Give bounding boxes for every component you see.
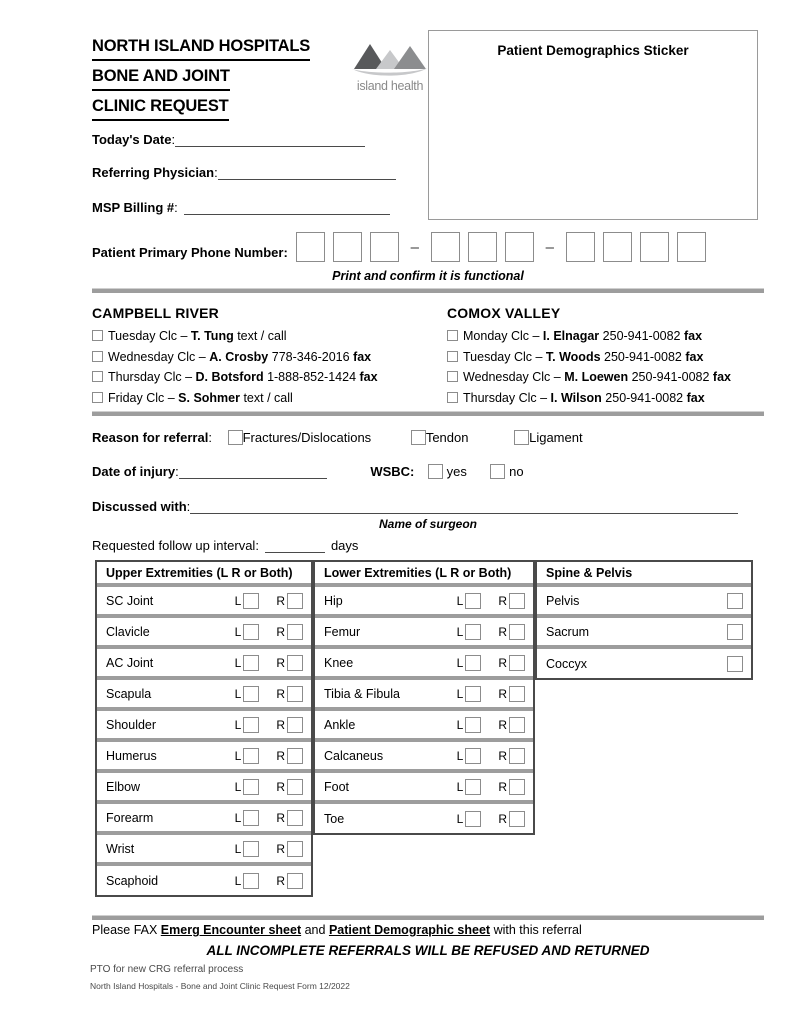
checkbox-left-icon[interactable] [465, 779, 481, 795]
column-header: Lower Extremities (L R or Both) [315, 560, 533, 587]
fax-mid: and [301, 923, 329, 937]
clinic-title: COMOX VALLEY [447, 305, 561, 321]
checkbox-left-icon[interactable] [465, 811, 481, 827]
body-part-label: Foot [324, 779, 350, 794]
clinic-doctor: A. Crosby [209, 349, 269, 364]
form-identifier: North Island Hospitals - Bone and Joint Clinic Request Form 12/2022 [90, 981, 350, 991]
column-header: Upper Extremities (L R or Both) [97, 560, 311, 587]
clinic-contact: 1-888-852-1424 [263, 370, 360, 384]
left-tag: L [456, 686, 464, 701]
clinic-doctor: M. Loewen [564, 370, 629, 384]
left-tag: L [234, 873, 242, 888]
body-part-label: Clavicle [106, 624, 150, 639]
phone-digit-box[interactable] [603, 232, 632, 262]
lr-checkboxes [235, 717, 303, 733]
clinic-day: Tuesday Clc – [108, 329, 191, 343]
lr-checkboxes [235, 593, 303, 609]
right-tag: R [276, 873, 285, 888]
clinic-option-cr-tuesday[interactable] [92, 326, 437, 347]
clinic-option-cv-thursday[interactable] [447, 388, 767, 409]
body-part-label: Scaphoid [106, 873, 159, 888]
divider-rule-bottom [92, 915, 764, 920]
lr-checkboxes [235, 873, 303, 889]
clinic-option-cv-tuesday[interactable] [447, 347, 767, 368]
table-row[interactable] [97, 742, 311, 773]
left-tag: L [456, 748, 464, 763]
checkbox-icon[interactable] [92, 371, 103, 382]
clinic-day: Monday Clc – [463, 329, 543, 343]
colon-4: : [208, 430, 212, 445]
clinic-contact: text / call [239, 390, 293, 405]
patient-phone-row [92, 232, 706, 262]
checkbox-right-icon[interactable] [287, 655, 303, 671]
left-tag: L [234, 655, 242, 670]
clinic-option-cv-monday[interactable] [447, 326, 767, 347]
table-row[interactable] [315, 773, 533, 804]
checkbox-right-icon[interactable] [509, 717, 525, 733]
checkbox-icon[interactable] [92, 330, 103, 341]
reason-option-label: Tendon [425, 430, 469, 445]
checkbox-icon[interactable] [228, 430, 243, 445]
table-row[interactable] [315, 587, 533, 618]
table-row[interactable] [97, 804, 311, 835]
body-part-label: Elbow [106, 779, 141, 794]
phone-digit-box[interactable] [566, 232, 595, 262]
followup-label: Requested follow up interval: [92, 538, 259, 553]
colon-6: : [186, 499, 191, 514]
reason-option-ligament[interactable] [514, 430, 582, 445]
fax-link-demographic: Patient Demographic sheet [328, 923, 491, 937]
body-part-label: Wrist [106, 841, 135, 856]
clinic-day: Tuesday Clc – [463, 349, 546, 364]
body-part-label: Pelvis [546, 593, 580, 608]
body-part-label: Coccyx [546, 656, 587, 671]
checkbox-left-icon[interactable] [465, 655, 481, 671]
checkbox-right-icon[interactable] [509, 624, 525, 640]
table-row[interactable] [315, 804, 533, 835]
sticker-label: Patient Demographics Sticker [497, 43, 689, 58]
single-checkbox [727, 593, 743, 609]
date-of-injury-row [92, 464, 524, 479]
right-tag: R [276, 717, 285, 732]
right-tag: R [276, 748, 285, 763]
checkbox-right-icon[interactable] [287, 686, 303, 702]
right-tag: R [498, 717, 507, 732]
left-tag: L [234, 686, 242, 701]
phone-dash: – [410, 239, 419, 256]
phone-digit-box[interactable] [296, 232, 325, 262]
checkbox-left-icon[interactable] [243, 810, 259, 826]
right-tag: R [498, 748, 507, 763]
table-column-upper-extremities [95, 560, 313, 897]
checkbox-left-icon[interactable] [243, 686, 259, 702]
checkbox-right-icon[interactable] [509, 686, 525, 702]
title-line-1: NORTH ISLAND HOSPITALS [92, 34, 310, 61]
table-row[interactable] [97, 835, 311, 866]
wsbc-option-yes[interactable] [428, 464, 467, 479]
phone-digit-box[interactable] [333, 232, 362, 262]
colon-1: : [171, 132, 176, 147]
todays-date-row [92, 132, 365, 147]
single-checkbox [727, 656, 743, 672]
clinic-day: Thursday Clc – [108, 370, 196, 384]
clinic-contact-type: fax [686, 390, 705, 405]
body-part-label: Toe [324, 811, 345, 826]
discussed-with-label: Discussed with [92, 499, 187, 514]
reason-label: Reason for referral [92, 430, 209, 445]
clinic-day: Thursday Clc – [463, 390, 551, 405]
lr-checkboxes [235, 779, 303, 795]
checkbox-left-icon[interactable] [243, 748, 259, 764]
clinic-day: Wednesday Clc – [108, 349, 210, 364]
body-part-label: Tibia & Fibula [324, 686, 400, 701]
checkbox-left-icon[interactable] [465, 624, 481, 640]
body-part-label: SC Joint [106, 593, 154, 608]
table-row[interactable] [97, 711, 311, 742]
fax-instruction [92, 923, 582, 937]
wsbc-option-no[interactable] [490, 464, 523, 479]
clinic-contact-type: fax [353, 349, 372, 364]
lr-checkboxes [457, 686, 525, 702]
checkbox-right-icon[interactable] [287, 624, 303, 640]
table-row[interactable] [537, 618, 751, 649]
msp-billing-label: MSP Billing # [92, 200, 175, 215]
discussed-with-row [92, 499, 738, 514]
checkbox-right-icon[interactable] [287, 841, 303, 857]
checkbox-left-icon[interactable] [465, 593, 481, 609]
lr-checkboxes [457, 779, 525, 795]
table-row[interactable] [315, 649, 533, 680]
lr-checkboxes [235, 686, 303, 702]
body-part-label: AC Joint [106, 655, 154, 670]
checkbox-left-icon[interactable] [465, 686, 481, 702]
right-tag: R [276, 593, 285, 608]
checkbox-right-icon[interactable] [509, 748, 525, 764]
checkbox-right-icon[interactable] [287, 748, 303, 764]
checkbox-icon[interactable] [447, 371, 458, 382]
colon-5: : [175, 464, 179, 479]
checkbox-right-icon[interactable] [509, 593, 525, 609]
checkbox-icon[interactable] [514, 430, 529, 445]
left-tag: L [456, 717, 464, 732]
clinic-contact: 250-941-0082 [600, 349, 686, 364]
body-part-label: Forearm [106, 810, 154, 825]
msp-billing-input[interactable] [184, 214, 390, 215]
discussed-with-input[interactable] [190, 513, 738, 514]
table-column-spine-pelvis [535, 560, 753, 680]
reason-option-label: Ligament [529, 430, 583, 445]
date-of-injury-input[interactable] [179, 478, 327, 479]
checkbox-right-icon[interactable] [287, 810, 303, 826]
phone-digit-box[interactable] [468, 232, 497, 262]
lr-checkboxes [235, 624, 303, 640]
table-row[interactable] [97, 649, 311, 680]
island-health-logo [347, 36, 433, 93]
lr-checkboxes [457, 748, 525, 764]
pto-note: PTO for new CRG referral process [90, 964, 244, 975]
body-part-label: Shoulder [106, 717, 157, 732]
checkbox-right-icon[interactable] [509, 811, 525, 827]
lr-checkboxes [457, 655, 525, 671]
lr-checkboxes [457, 717, 525, 733]
clinic-option-cv-wednesday[interactable] [447, 367, 767, 388]
checkbox-left-icon[interactable] [243, 873, 259, 889]
body-part-label: Calcaneus [324, 748, 384, 763]
table-row[interactable] [97, 587, 311, 618]
lr-checkboxes [235, 748, 303, 764]
patient-phone-label: Patient Primary Phone Number: [92, 245, 288, 260]
table-row[interactable] [97, 618, 311, 649]
reason-for-referral-row [92, 430, 583, 445]
colon-2: : [214, 165, 218, 180]
clinic-contact: 250-941-0082 [599, 329, 684, 343]
followup-unit: days [330, 538, 359, 553]
left-tag: L [234, 810, 242, 825]
phone-digit-box[interactable] [640, 232, 669, 262]
phone-digit-box[interactable] [370, 232, 399, 262]
checkbox-left-icon[interactable] [243, 779, 259, 795]
left-tag: L [456, 779, 464, 794]
checkbox-icon[interactable] [411, 430, 426, 445]
lr-checkboxes [457, 624, 525, 640]
checkbox-icon[interactable] [727, 656, 743, 672]
phone-digit-box[interactable] [505, 232, 534, 262]
table-row[interactable] [537, 649, 751, 680]
table-row[interactable] [315, 680, 533, 711]
incomplete-referrals-warning: ALL INCOMPLETE REFERRALS WILL BE REFUSED AND RETURNED [206, 943, 650, 958]
divider-rule-top [92, 288, 764, 293]
checkbox-right-icon[interactable] [287, 873, 303, 889]
wsbc-label: WSBC: [370, 464, 415, 479]
clinic-title: CAMPBELL RIVER [92, 305, 219, 321]
referring-physician-label: Referring Physician [92, 165, 215, 180]
checkbox-icon[interactable] [447, 392, 458, 403]
checkbox-right-icon[interactable] [287, 779, 303, 795]
clinic-column-comox-valley [447, 305, 767, 408]
table-row[interactable] [315, 711, 533, 742]
followup-input[interactable] [265, 552, 325, 553]
table-row[interactable] [315, 618, 533, 649]
clinic-contact: text / call [233, 329, 287, 343]
body-part-label: Scapula [106, 686, 152, 701]
clinic-contact: 250-941-0082 [628, 370, 713, 384]
clinic-day: Friday Clc – [108, 390, 179, 405]
logo-wordmark: island health [356, 79, 424, 93]
mountains-icon [350, 36, 430, 78]
title-line-2: BONE AND JOINT [92, 64, 230, 91]
checkbox-icon[interactable] [447, 351, 458, 362]
lr-checkboxes [235, 841, 303, 857]
clinic-contact: 778-346-2016 [268, 349, 354, 364]
checkbox-left-icon[interactable] [243, 717, 259, 733]
wsbc-option-label: yes [446, 464, 467, 479]
clinic-contact: 250-941-0082 [601, 390, 687, 405]
clinic-contact-type: fax [685, 349, 704, 364]
lr-checkboxes [457, 593, 525, 609]
phone-digit-box[interactable] [431, 232, 460, 262]
table-row[interactable] [97, 866, 311, 897]
left-tag: L [234, 624, 242, 639]
reason-option-fractures[interactable] [228, 430, 372, 445]
fax-link-emerg: Emerg Encounter sheet [160, 923, 302, 937]
checkbox-right-icon[interactable] [287, 717, 303, 733]
checkbox-icon[interactable] [727, 593, 743, 609]
clinic-doctor: T. Woods [545, 349, 601, 364]
clinic-doctor: D. Botsford [195, 370, 264, 384]
todays-date-input[interactable] [175, 146, 365, 147]
checkbox-icon[interactable] [447, 330, 458, 341]
left-tag: L [234, 593, 242, 608]
lr-checkboxes [235, 655, 303, 671]
right-tag: R [498, 779, 507, 794]
lr-checkboxes [457, 811, 525, 827]
right-tag: R [276, 686, 285, 701]
clinic-doctor: S. Sohmer [178, 390, 240, 405]
surgeon-note: Name of surgeon [378, 517, 477, 531]
left-tag: L [456, 593, 464, 608]
table-row[interactable] [97, 680, 311, 711]
left-tag: L [234, 717, 242, 732]
right-tag: R [276, 810, 285, 825]
left-tag: L [456, 811, 464, 826]
checkbox-left-icon[interactable] [243, 655, 259, 671]
table-row[interactable] [315, 742, 533, 773]
phone-dash: – [545, 239, 554, 256]
checkbox-right-icon[interactable] [509, 779, 525, 795]
body-part-label: Hip [324, 593, 343, 608]
reason-option-tendon[interactable] [411, 430, 469, 445]
table-row[interactable] [97, 773, 311, 804]
date-of-injury-label: Date of injury [92, 464, 176, 479]
right-tag: R [276, 779, 285, 794]
patient-demographics-sticker-box [428, 30, 758, 220]
right-tag: R [276, 624, 285, 639]
clinic-doctor: I. Wilson [550, 390, 602, 405]
body-part-label: Humerus [106, 748, 157, 763]
msp-billing-row [92, 200, 390, 215]
body-part-label: Femur [324, 624, 361, 639]
todays-date-label: Today's Date [92, 132, 172, 147]
checkbox-left-icon[interactable] [465, 717, 481, 733]
checkbox-icon[interactable] [428, 464, 443, 479]
body-part-label: Ankle [324, 717, 356, 732]
reason-option-label: Fractures/Dislocations [242, 430, 372, 445]
table-row[interactable] [537, 587, 751, 618]
body-part-label: Knee [324, 655, 354, 670]
clinic-contact-type: fax [683, 329, 703, 343]
lr-checkboxes [235, 810, 303, 826]
divider-rule-mid [92, 411, 764, 416]
right-tag: R [276, 841, 285, 856]
left-tag: L [234, 748, 242, 763]
phone-digit-box[interactable] [677, 232, 706, 262]
left-tag: L [234, 779, 242, 794]
form-title [92, 34, 342, 124]
checkbox-right-icon[interactable] [287, 593, 303, 609]
referring-physician-row [92, 165, 396, 180]
checkbox-icon[interactable] [92, 392, 103, 403]
clinic-day: Wednesday Clc – [463, 370, 565, 384]
right-tag: R [498, 624, 507, 639]
body-part-label: Sacrum [546, 624, 590, 639]
left-tag: L [456, 624, 464, 639]
checkbox-left-icon[interactable] [243, 841, 259, 857]
clinic-option-cr-friday[interactable] [92, 388, 437, 409]
title-line-3: CLINIC REQUEST [92, 94, 229, 121]
single-checkbox [727, 624, 743, 640]
fax-pre: Please FAX [92, 923, 161, 937]
left-tag: L [234, 841, 242, 856]
checkbox-left-icon[interactable] [243, 624, 259, 640]
clinic-doctor: T. Tung [190, 329, 234, 343]
clinic-contact-type: fax [712, 370, 731, 384]
followup-interval-row [92, 538, 358, 553]
clinic-contact-type: fax [359, 370, 378, 384]
left-tag: L [456, 655, 464, 670]
phone-note: Print and confirm it is functional [332, 269, 524, 283]
checkbox-icon[interactable] [490, 464, 505, 479]
right-tag: R [276, 655, 285, 670]
clinic-option-cr-thursday[interactable] [92, 367, 437, 388]
clinic-option-cr-wednesday[interactable] [92, 347, 437, 368]
clinic-column-campbell-river [92, 305, 437, 408]
checkbox-icon[interactable] [727, 624, 743, 640]
right-tag: R [498, 811, 507, 826]
right-tag: R [498, 655, 507, 670]
fax-post: with this referral [490, 923, 582, 937]
checkbox-left-icon[interactable] [243, 593, 259, 609]
checkbox-left-icon[interactable] [465, 748, 481, 764]
clinic-doctor: I. Elnagar [542, 329, 600, 343]
column-header: Spine & Pelvis [537, 560, 751, 587]
table-column-lower-extremities [313, 560, 535, 835]
wsbc-option-label: no [509, 464, 524, 479]
checkbox-icon[interactable] [92, 351, 103, 362]
right-tag: R [498, 593, 507, 608]
referring-physician-input[interactable] [218, 179, 396, 180]
colon-3: : [174, 200, 178, 215]
right-tag: R [498, 686, 507, 701]
checkbox-right-icon[interactable] [509, 655, 525, 671]
